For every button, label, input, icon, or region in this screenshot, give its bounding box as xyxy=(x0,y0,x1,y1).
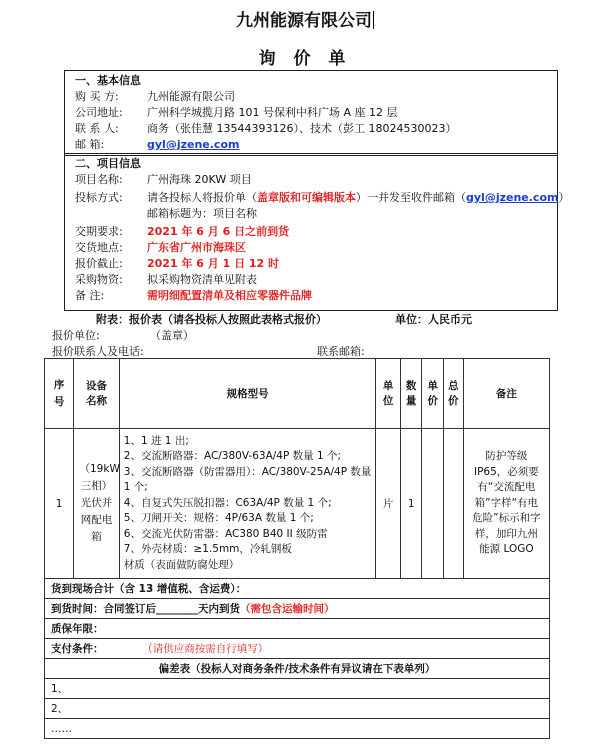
total-label: 货到现场合计（含 13 增值税、含运费）： xyxy=(45,579,550,599)
spec-line: 6、交流光伏防雷器：AC380 B40 II 级防雷 xyxy=(123,527,328,540)
payment-row xyxy=(45,639,550,659)
material-label: 采购物资: xyxy=(75,273,123,286)
row-spec xyxy=(119,429,376,579)
quote-contact-label: 报价联系人及电话: xyxy=(52,345,144,358)
text-cursor xyxy=(373,11,374,29)
spec-line: 2、交流断路器：AC/380V-63A/4P 数量 1 个; xyxy=(123,450,342,463)
deviation-title: 偏差表（投标人对商务条件/技术条件有异议请在下表单列） xyxy=(45,659,550,679)
spec-line: 1 个; xyxy=(123,481,148,494)
place-label: 交货地点: xyxy=(75,241,123,254)
payment-note: （请供应商按需自行填写） xyxy=(147,643,269,655)
row-note: 防护等级 IP65，必须要有“交流配电箱”字样“有电危险”标示和字样，加印九州能源 LOGO xyxy=(463,429,549,579)
spec-line: 4、自复式失压脱扣器：C63A/4P 数量 1 个; xyxy=(123,496,332,509)
header-total: 总价 xyxy=(444,359,464,429)
deviation-row xyxy=(45,719,550,739)
quote-method-row xyxy=(75,190,569,205)
quote-text-pre: 请各投标人将报价单（ xyxy=(147,191,257,204)
place-row xyxy=(75,240,246,255)
header-unit: 单位 xyxy=(376,359,400,429)
stamp-note: （盖章） xyxy=(150,329,194,342)
appendix-title: 附表：报价表（请各投标人按照此表格式报价） xyxy=(96,313,327,326)
remark-value: 需明细配置清单及相应零器件品牌 xyxy=(147,289,312,302)
arrival-pre: 到货时间：合同签订后 xyxy=(51,603,156,615)
row-total[interactable] xyxy=(444,429,464,579)
material-value: 拟采购物资清单见附表 xyxy=(147,273,257,286)
email-link[interactable]: gyl@jzene.com xyxy=(147,138,240,151)
header-note: 备注 xyxy=(463,359,549,429)
spec-line: 3、交流断路器（防雷器用）：AC/380V-25A/4P 数量 xyxy=(123,465,372,478)
quote-text-post: ） xyxy=(558,191,570,204)
table-row xyxy=(45,429,550,579)
header-qty: 数量 xyxy=(400,359,422,429)
row-unit: 片 xyxy=(376,429,400,579)
arrival-note: （需包含运输时间） xyxy=(240,603,335,615)
warranty-row xyxy=(45,619,550,639)
project-name-row xyxy=(75,172,252,187)
project-info-heading: 二、项目信息 xyxy=(75,157,141,170)
address-label: 公司地址: xyxy=(75,106,123,119)
deadline-row xyxy=(75,256,279,271)
remark-label: 备 注: xyxy=(75,289,105,302)
address-value: 广州科学城揽月路 101 号保利中科广场 A 座 12 层 xyxy=(147,106,398,119)
header-price: 单价 xyxy=(422,359,444,429)
quotation-table xyxy=(44,358,550,739)
warranty-label: 质保年限： xyxy=(45,619,550,639)
spec-line: 7、外壳材质：≥1.5mm，冷轧钢板 xyxy=(123,543,292,556)
deviation-row xyxy=(45,699,550,719)
quote-method-label: 投标方式: xyxy=(75,191,123,204)
project-name-value: 广州海珠 20KW 项目 xyxy=(147,173,252,186)
header-no: 序号 xyxy=(45,359,74,429)
contact-email-label: 联系邮箱: xyxy=(317,345,365,358)
material-row xyxy=(75,272,257,287)
email-subject-note: 邮箱标题为：项目名称 xyxy=(147,207,257,220)
deviation-title-row xyxy=(45,659,550,679)
quote-text-mid: ）一并发至收件邮箱（ xyxy=(356,191,466,204)
arrival-days-blank[interactable]: ________ xyxy=(156,603,198,615)
document-title: 询 价 单 xyxy=(258,49,352,69)
project-info-box xyxy=(64,153,570,311)
quote-version-note: 盖章版和可编辑版本 xyxy=(257,191,356,204)
currency-unit: 单位：人民币元 xyxy=(395,313,472,326)
address-row xyxy=(75,105,398,120)
arrival-row xyxy=(45,599,550,619)
company-title: 九州能源有限公司 xyxy=(236,11,372,31)
delivery-value: 2021 年 6 月 6 日之前到货 xyxy=(147,225,290,238)
row-device-name: （19kW三相）光伏并网配电箱 xyxy=(74,429,120,579)
payment-cell xyxy=(45,639,550,659)
deadline-label: 报价截止: xyxy=(75,257,123,270)
deviation-item[interactable]: 1、 xyxy=(45,679,550,699)
contact-value: 商务（张佳慧 13544393126）、技术（彭工 18024530023） xyxy=(147,122,457,135)
deviation-item[interactable]: …… xyxy=(45,719,550,739)
buyer-label: 购 买 方: xyxy=(75,90,119,103)
deviation-item[interactable]: 2、 xyxy=(45,699,550,719)
email-label: 邮 箱: xyxy=(75,138,105,151)
remark-row xyxy=(75,288,312,303)
buyer-value: 九州能源有限公司 xyxy=(147,90,235,103)
basic-info-box xyxy=(64,70,558,156)
delivery-row xyxy=(75,224,289,239)
delivery-label: 交期要求: xyxy=(75,225,123,238)
deviation-row xyxy=(45,679,550,699)
basic-info-heading: 一、基本信息 xyxy=(75,74,141,87)
row-price[interactable] xyxy=(422,429,444,579)
row-no: 1 xyxy=(45,429,74,579)
contact-row xyxy=(75,121,456,136)
header-name: 设备名称 xyxy=(74,359,120,429)
buyer-row xyxy=(75,89,235,104)
total-row xyxy=(45,579,550,599)
spec-line: 1、1 进 1 出; xyxy=(123,434,189,447)
quote-unit-label: 报价单位: xyxy=(52,329,100,342)
project-name-label: 项目名称: xyxy=(75,173,123,186)
place-value: 广东省广州市海珠区 xyxy=(147,241,246,254)
arrival-mid: 天内到货 xyxy=(198,603,240,615)
row-qty: 1 xyxy=(400,429,422,579)
payment-label: 支付条件： xyxy=(51,643,104,655)
spec-line: 材质（表面做防腐处理） xyxy=(123,558,240,571)
spec-line: 5、刀闸开关：规格：4P/63A 数量 1 个; xyxy=(123,512,314,525)
contact-label: 联 系 人: xyxy=(75,122,119,135)
table-header-row xyxy=(45,359,550,429)
quote-email-link[interactable]: gyl@jzene.com xyxy=(466,191,559,204)
header-spec: 规格型号 xyxy=(119,359,376,429)
arrival-cell xyxy=(45,599,550,619)
deadline-value: 2021 年 6 月 1 日 12 时 xyxy=(147,257,280,270)
email-row xyxy=(75,137,239,152)
